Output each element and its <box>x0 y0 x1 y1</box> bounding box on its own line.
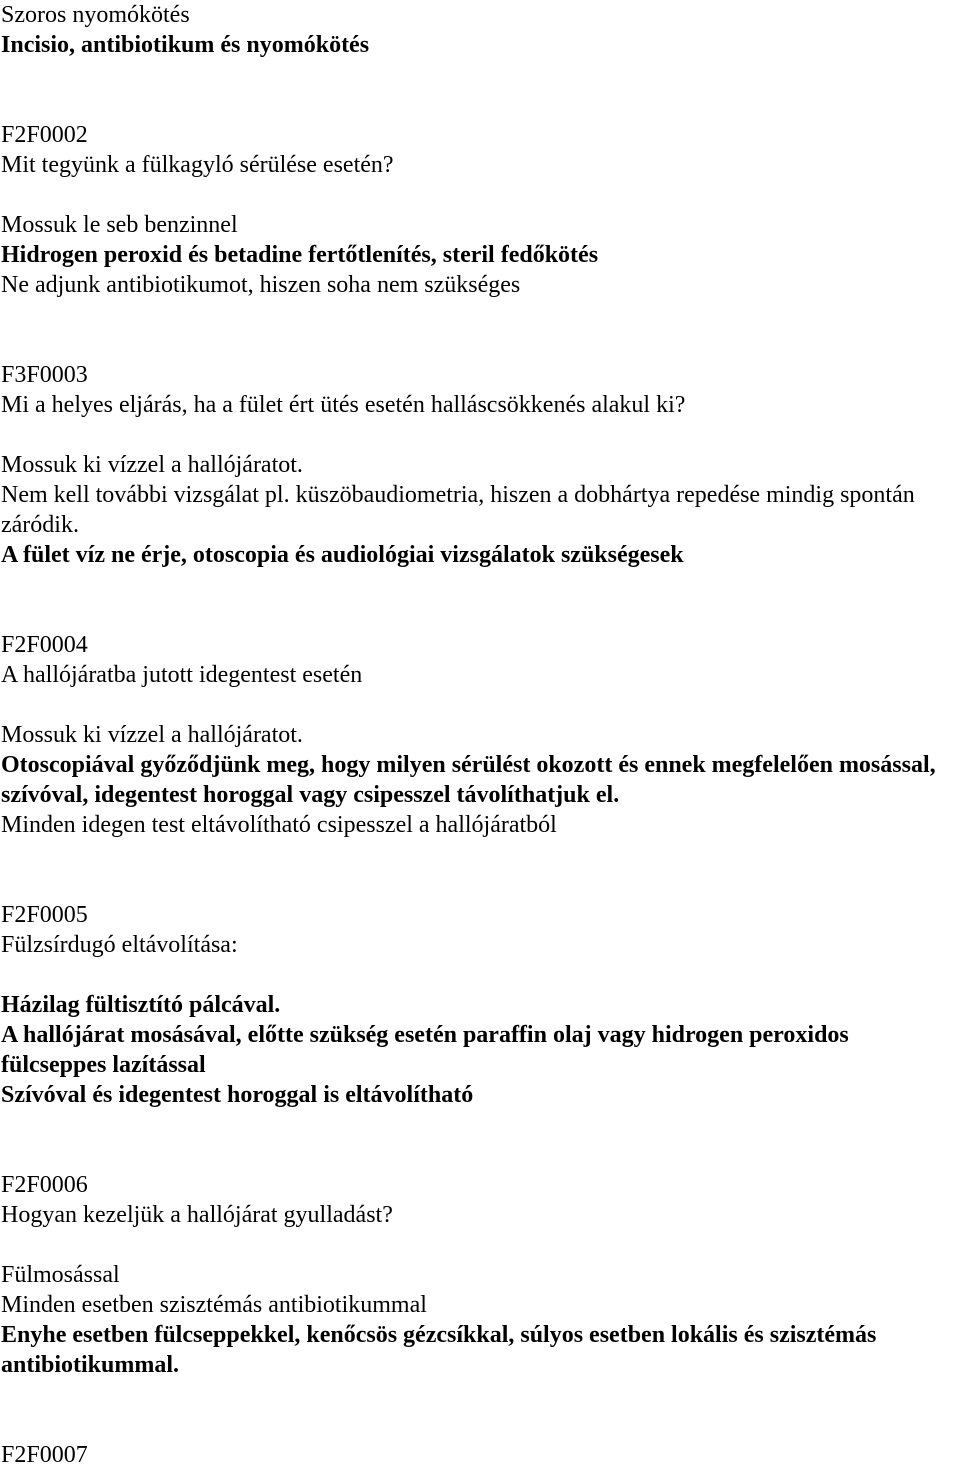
question-text: Hogyan kezeljük a hallójárat gyulladást? <box>1 1202 393 1228</box>
question-block <box>1 900 959 1110</box>
answer-option: Fülmosással <box>1 1262 120 1288</box>
answer-option-correct: Szívóval és idegentest horoggal is eltávolítható <box>1 1082 474 1108</box>
answer-option: Nem kell további vizsgálat pl. küszöbaudiometria, hiszen a dobhártya repedése mindig spontán záródik. <box>1 482 915 538</box>
question-text: Mi a helyes eljárás, ha a fület ért ütés esetén halláscsökkenés alakul ki? <box>1 392 686 418</box>
question-code: F2F0006 <box>1 1172 88 1198</box>
question-block <box>1 120 959 300</box>
answer-option: Minden esetben szisztémás antibiotikummal <box>1 1292 427 1318</box>
question-text: A hallójáratba jutott idegentest esetén <box>1 662 363 688</box>
answer-option-correct: Enyhe esetben fülcseppekkel, kenőcsös gézcsíkkal, súlyos esetben lokális és szisztémás antibiotikummal. <box>1 1322 877 1378</box>
answer-option: Mossuk ki vízzel a hallójáratot. <box>1 452 303 478</box>
answer-option: Szoros nyomókötés <box>1 2 190 28</box>
question-code: F2F0004 <box>1 632 88 658</box>
answer-option: Minden idegen test eltávolítható csipesszel a hallójáratból <box>1 812 557 838</box>
answer-option-correct: Otoscopiával győződjünk meg, hogy milyen sérülést okozott és ennek megfelelően mosással, szívóval, idegentest horoggal vagy csipesszel távolíthatjuk el. <box>1 752 936 808</box>
answer-option: Mossuk ki vízzel a hallójáratot. <box>1 722 303 748</box>
question-code: F2F0007 <box>1 1442 88 1468</box>
question-text: Mit tegyünk a fülkagyló sérülése esetén? <box>1 152 394 178</box>
question-block <box>1 360 959 570</box>
answer-option-correct: Hidrogen peroxid és betadine fertőtlenítés, steril fedőkötés <box>1 242 599 268</box>
answer-option: Mossuk le seb benzinnel <box>1 212 238 238</box>
question-code: F3F0003 <box>1 362 88 388</box>
question-code: F2F0002 <box>1 122 88 148</box>
question-text: Fülzsírdugó eltávolítása: <box>1 932 238 958</box>
intro-answers <box>1 0 959 60</box>
question-block <box>1 1170 959 1380</box>
document-page <box>1 0 959 1470</box>
answer-option-correct: Házilag fültisztító pálcával. <box>1 992 281 1018</box>
answer-option-correct: A hallójárat mosásával, előtte szükség esetén paraffin olaj vagy hidrogen peroxidos fülcseppes lazítással <box>1 1022 849 1078</box>
answer-option-correct: A fület víz ne érje, otoscopia és audiológiai vizsgálatok szükségesek <box>1 542 684 568</box>
answer-option: Ne adjunk antibiotikumot, hiszen soha nem szükséges <box>1 272 521 298</box>
answer-option-correct: Incisio, antibiotikum és nyomókötés <box>1 32 370 58</box>
question-code: F2F0005 <box>1 902 88 928</box>
question-block <box>1 630 959 840</box>
